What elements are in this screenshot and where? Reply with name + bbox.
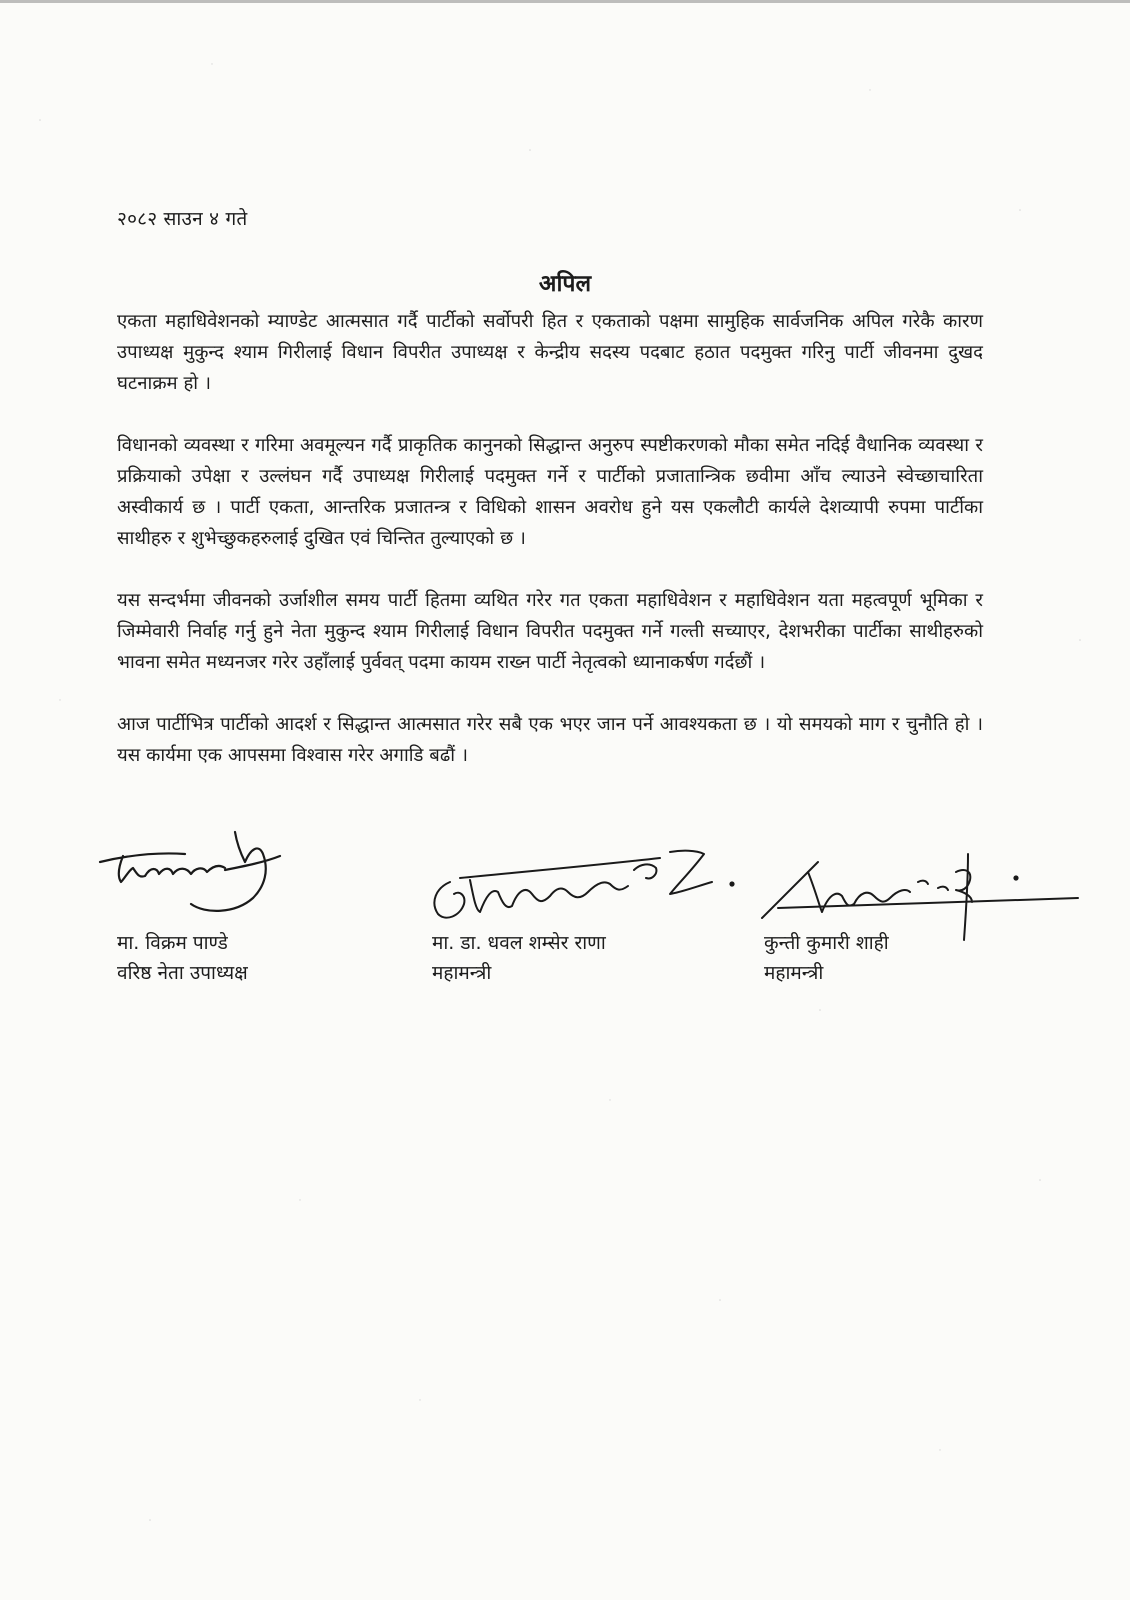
- signatory-2: [432, 928, 606, 988]
- document-title: अपिल: [538, 271, 592, 297]
- document-body: [117, 306, 983, 802]
- signatory-role: वरिष्ठ नेता उपाध्यक्ष: [117, 962, 248, 984]
- document-date: २०८२ साउन ४ गते: [117, 208, 248, 230]
- signatory-name: मा. विक्रम पाण्डे: [117, 932, 228, 954]
- scan-top-edge: [0, 0, 1130, 3]
- paragraph: आज पार्टीभित्र पार्टीको आदर्श र सिद्धान्त आत्मसात गरेर सबै एक भएर जान पर्ने आवश्यकता छ । यो समयको माग र चुनौति हो । यस कार्यमा एक आपसमा विश्वास गरेर अगाडि बढौं ।: [117, 714, 983, 766]
- paragraph: यस सन्दर्भमा जीवनको उर्जाशील समय पार्टी हितमा व्यथित गरेर गत एकता महाधिवेशन र महाधिवेशन यता महत्वपूर्ण भूमिका र जिम्मेवारी निर्वाह गर्नु हुने नेता मुकुन्द श्याम गिरीलाई विधान विपरीत पदमुक्त गर्ने गल्ती सच्याएर, देशभरीका पार्टीका साथीहरुको भावना समेत मध्यनजर गरेर उहाँलाई पुर्ववत् पदमा कायम राख्न पार्टी नेतृत्वको ध्यानाकर्षण गर्दछौं ।: [117, 590, 983, 673]
- paragraph: विधानको व्यवस्था र गरिमा अवमूल्यन गर्दै प्राकृतिक कानुनको सिद्धान्त अनुरुप स्पष्टीकरणको मौका समेत नदिई वैधानिक व्यवस्था र प्रक्रियाको उपेक्षा र उल्लंघन गर्दै उपाध्यक्ष गिरीलाई पदमुक्त गर्ने र पार्टीको प्रजातान्त्रिक छवीमा आँच ल्याउने स्वेच्छाचारिता अस्वीकार्य छ । पार्टी एकता, आन्तरिक प्रजातन्त्र र विधिको शासन अवरोध हुने यस एकलौटी कार्यले देशव्यापी रुपमा पार्टीका साथीहरु र शुभेच्छुकहरुलाई दुखित एवं चिन्तित तुल्याएको छ ।: [117, 435, 983, 549]
- signatory-role: महामन्त्री: [432, 962, 492, 984]
- signatory-name: मा. डा. धवल शम्सेर राणा: [432, 932, 606, 954]
- paragraph: एकता महाधिवेशनको म्याण्डेट आत्मसात गर्दै पार्टीको सर्वोपरी हित र एकताको पक्षमा सामुहिक सार्वजनिक अपिल गरेकै कारण उपाध्यक्ष मुकुन्द श्याम गिरीलाई विधान विपरीत उपाध्यक्ष र केन्द्रीय सदस्य पदबाट हठात पदमुक्त गरिनु पार्टी जीवनमा दुखद घटनाक्रम हो ।: [117, 311, 983, 394]
- signatory-role: महामन्त्री: [764, 962, 824, 984]
- signatory-name: कुन्ती कुमारी शाही: [764, 932, 889, 954]
- signature-1: [95, 826, 295, 936]
- signature-2: [420, 840, 740, 930]
- signatory-1: [117, 928, 248, 988]
- signatory-3: [764, 928, 889, 988]
